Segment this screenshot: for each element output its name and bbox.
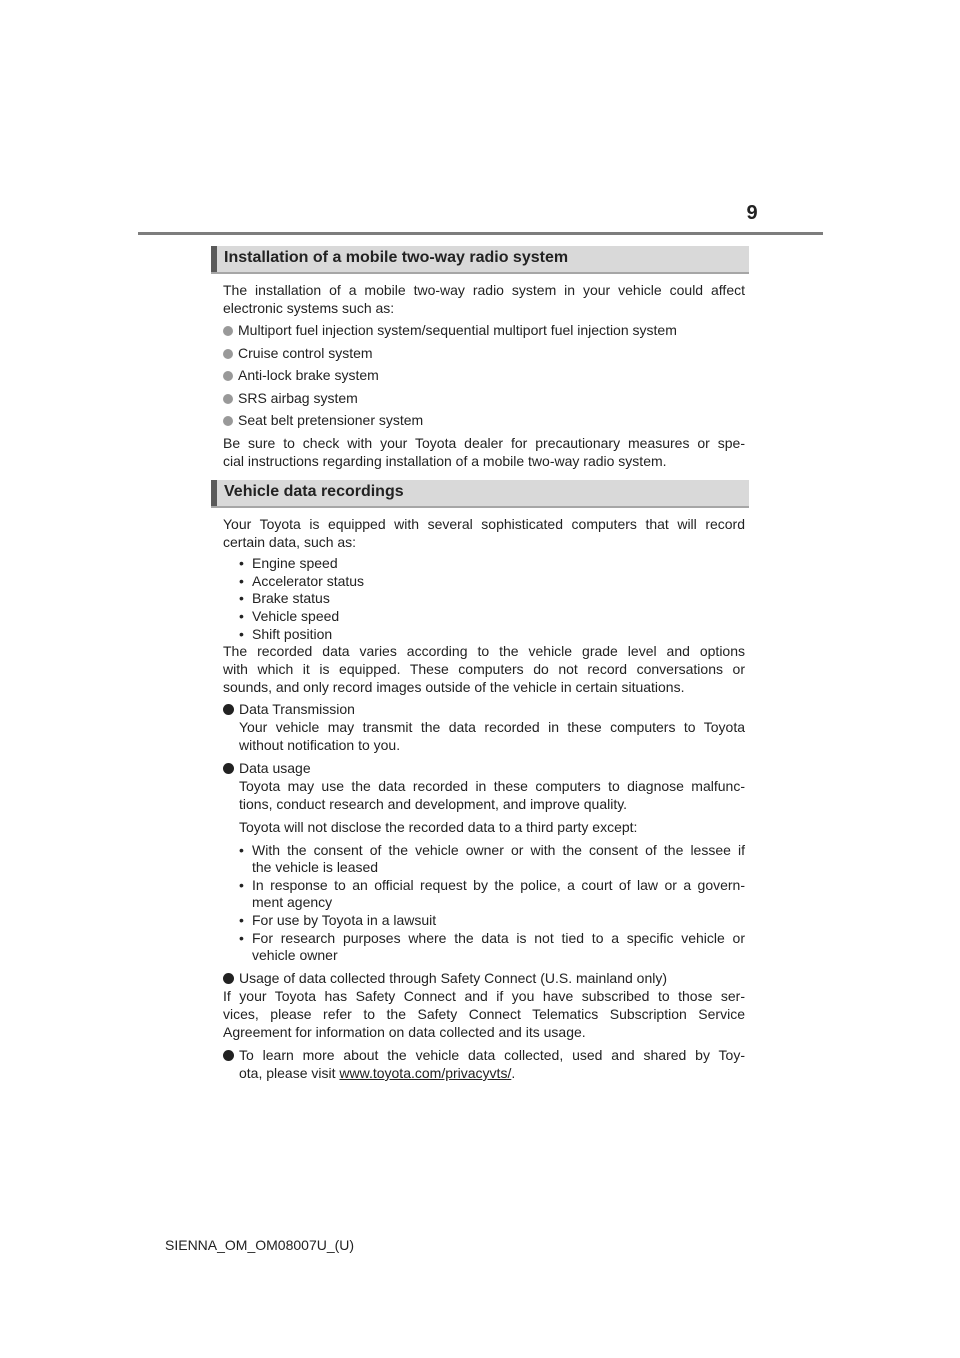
subsection-heading: Data usage [223,759,311,777]
paragraph-line: with which it is equipped. These computers do not record conversations or [223,661,745,677]
bullet-icon [223,1050,234,1061]
header-rule [138,232,823,235]
paragraph-line: To learn more about the vehicle data collected, used and shared by Toy- [223,1046,745,1064]
section-header-radio-system [211,246,749,274]
subsection-heading: Data Transmission [223,700,355,718]
section-header-vehicle-data [211,480,749,508]
list-item: Multiport fuel injection system/sequential multiport fuel injection system [223,321,745,339]
bullet-icon [223,763,234,774]
list-item: Cruise control system [223,344,745,362]
bullet-icon [223,394,233,404]
paragraph-line: If your Toyota has Safety Connect and if you have subscribed to those ser- [223,988,745,1004]
paragraph-line: certain data, such as: [223,534,357,550]
paragraph-line: The recorded data varies according to the vehicle grade level and options [223,643,745,659]
list-item: • Accelerator status [239,573,365,589]
list-item: • For research purposes where the data is not tied to a specific vehicle or [239,930,745,946]
list-item: Anti-lock brake system [223,366,745,384]
bullet-icon [223,326,233,336]
paragraph-line: Toyota may use the data recorded in these computers to diagnose malfunc- [239,778,745,794]
paragraph-line: tions, conduct research and development, and improve quality. [239,796,628,812]
section-title: Vehicle data recordings [224,483,404,500]
subsection-heading: Usage of data collected through Safety Connect (U.S. mainland only) [223,969,667,987]
section-header-bar [211,246,217,272]
list-item: SRS airbag system [223,389,745,407]
paragraph-line: sounds, and only record images outside of the vehicle in certain situations. [223,679,685,695]
list-item: • Brake status [239,590,330,606]
page-number: 9 [746,202,758,224]
paragraph-line: Toyota will not disclose the recorded data to a third party except: [239,819,638,835]
paragraph-line: cial instructions regarding installation of a mobile two-way radio system. [223,453,667,469]
bullet-icon [223,704,234,715]
list-item: • Vehicle speed [239,608,340,624]
bullet-icon [223,973,234,984]
paragraph-line: without notification to you. [239,737,401,753]
section-header-bar [211,480,217,506]
list-item: • With the consent of the vehicle owner or with the consent of the lessee if [239,842,745,858]
paragraph-line: Agreement for information on data collected and its usage. [223,1024,586,1040]
list-item: • For use by Toyota in a lawsuit [239,912,437,928]
footer-document-code: SIENNA_OM_OM08007U_(U) [165,1237,355,1253]
list-item-continuation: the vehicle is leased [252,859,379,875]
paragraph-line: Your vehicle may transmit the data recorded in these computers to Toyota [239,719,745,735]
bullet-icon [223,349,233,359]
list-item-continuation: ment agency [252,894,333,910]
paragraph-line: The installation of a mobile two-way radio system in your vehicle could affect [223,282,745,298]
list-item-continuation: vehicle owner [252,947,338,963]
bullet-icon [223,416,233,426]
bullet-icon [223,371,233,381]
list-item: • Engine speed [239,555,338,571]
list-item: Seat belt pretensioner system [223,411,745,429]
list-item: • Shift position [239,626,333,642]
paragraph-line: Your Toyota is equipped with several sophisticated computers that will record [223,516,745,532]
paragraph-line: electronic systems such as: [223,300,395,316]
list-item: • In response to an official request by the police, a court of law or a govern- [239,877,745,893]
paragraph-line: ota, please visit www.toyota.com/privacyvts/. [239,1065,516,1081]
paragraph-line: vices, please refer to the Safety Connect Telematics Subscription Service [223,1006,745,1022]
privacy-link[interactable]: www.toyota.com/privacyvts/ [339,1065,512,1081]
paragraph-line: Be sure to check with your Toyota dealer for precautionary measures or spe- [223,435,745,451]
section-title: Installation of a mobile two-way radio system [224,249,569,266]
